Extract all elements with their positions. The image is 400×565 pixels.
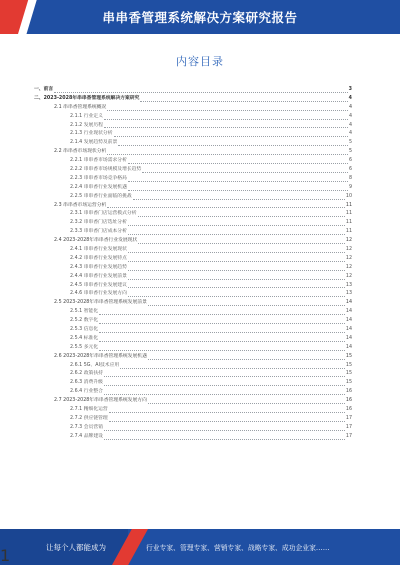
toc-entry-page: 15	[345, 353, 352, 359]
toc-entry[interactable]	[34, 210, 352, 219]
toc-dot-leader	[128, 190, 348, 191]
toc-entry-page: 12	[345, 247, 352, 253]
toc-entry-page: 5	[348, 140, 352, 146]
toc-entry[interactable]	[34, 157, 352, 166]
toc-entry[interactable]	[34, 148, 352, 157]
table-of-contents	[34, 86, 352, 442]
toc-dot-leader	[128, 261, 345, 262]
toc-entry-page: 4	[348, 122, 352, 128]
toc-entry-page: 8	[348, 175, 352, 181]
toc-dot-leader	[104, 394, 345, 395]
toc-entry[interactable]	[34, 130, 352, 139]
toc-entry[interactable]	[34, 139, 352, 148]
toc-entry-page: 4	[348, 113, 352, 119]
toc-entry-label: 2.3.3 串串香门店成本分析	[70, 229, 127, 235]
toc-entry[interactable]	[34, 175, 352, 184]
toc-entry-page: 17	[345, 415, 352, 421]
toc-entry-label: 2.2.2 串串香市场规模及增长趋势	[70, 167, 142, 172]
toc-entry-label: 2.7.1 精细化运营	[70, 407, 108, 413]
toc-entry-label: 2.2.4 串串香行业发展机遇	[70, 184, 127, 190]
toc-entry-page: 12	[345, 238, 352, 244]
footer-tagline: 行业专家、管理专家、营销专家、战略专家、成功企业家……	[146, 544, 330, 552]
toc-entry[interactable]	[34, 273, 352, 282]
document-title: 串串香管理系统解决方案研究报告	[102, 10, 298, 25]
toc-dot-leader	[138, 243, 345, 244]
toc-entry-label: 2.2.1 串串香市场需求分析	[70, 158, 127, 164]
toc-entry[interactable]	[34, 193, 352, 202]
toc-entry[interactable]	[34, 166, 352, 175]
toc-entry[interactable]	[34, 104, 352, 113]
toc-entry-page: 14	[345, 335, 352, 341]
toc-entry[interactable]	[34, 406, 352, 415]
toc-entry[interactable]	[34, 246, 352, 255]
toc-entry[interactable]	[34, 362, 352, 371]
toc-entry-page: 14	[345, 327, 352, 333]
toc-entry-page: 11	[345, 211, 352, 217]
toc-dot-leader	[148, 359, 345, 360]
toc-entry-page: 17	[345, 424, 352, 430]
toc-dot-leader	[104, 385, 345, 386]
toc-dot-leader	[148, 403, 345, 404]
toc-entry-label: 2.4.4 串串香行业发展前景	[70, 273, 127, 279]
toc-entry[interactable]	[34, 282, 352, 291]
toc-entry[interactable]	[34, 184, 352, 193]
toc-entry-label: 2.4 2023-2028年串串香行业发展现状	[54, 238, 138, 244]
toc-entry-label: 2.1.3 行业现状分析	[70, 131, 113, 137]
toc-entry[interactable]	[34, 415, 352, 424]
toc-entry-page: 4	[348, 104, 352, 110]
toc-entry-page: 15	[345, 371, 352, 377]
toc-entry-label: 2.4.5 串串香行业发展建议	[70, 282, 127, 288]
toc-entry-label: 2.5 2023-2028年串串香管理系统发展前景	[54, 300, 147, 306]
toc-entry-page: 5	[348, 149, 352, 155]
toc-entry-label: 2.7.4 品牌建设	[70, 433, 103, 439]
toc-dot-leader	[128, 287, 345, 288]
toc-entry-page: 12	[345, 264, 352, 270]
toc-dot-leader	[148, 305, 345, 306]
toc-entry[interactable]	[34, 113, 352, 122]
toc-entry-label: 2.3.1 串串香门店运营模式分析	[70, 211, 137, 217]
toc-entry-label: 2.5.1 智能化	[70, 309, 99, 315]
toc-entry-label: 2.2.3 串串香市场竞争格局	[70, 175, 127, 181]
toc-entry-page: 13	[345, 282, 352, 288]
toc-dot-leader	[104, 430, 345, 431]
toc-entry-label: 2.2 串串香市场现状分析	[54, 149, 107, 155]
toc-entry-label: 2.4.6 串串香行业发展方向	[70, 291, 127, 297]
toc-dot-leader	[104, 119, 348, 120]
toc-entry-label: 2.4.3 串串香行业发展趋势	[70, 264, 127, 270]
toc-dot-leader	[142, 172, 348, 173]
toc-dot-leader	[54, 92, 347, 93]
toc-entry-label: 2.6.2 政策扶持	[70, 371, 103, 377]
toc-entry-page: 4	[348, 131, 352, 137]
toc-dot-leader	[128, 181, 348, 182]
toc-entry-page: 12	[345, 255, 352, 261]
toc-entry[interactable]	[34, 317, 352, 326]
toc-entry-label: 二、2023-2028年串串香管理系统解决方案研究	[34, 95, 140, 101]
toc-entry-label: 2.5.4 标准化	[70, 335, 99, 341]
toc-entry-page: 11	[345, 220, 352, 226]
toc-dot-leader	[138, 216, 345, 217]
toc-entry[interactable]	[34, 219, 352, 228]
toc-entry-page: 16	[345, 398, 352, 404]
toc-entry-label: 2.5.5 多元化	[70, 344, 99, 350]
toc-entry-label: 2.6.4 行业整合	[70, 389, 103, 395]
toc-entry-label: 2.6.1 5G、AI技术应用	[70, 362, 120, 368]
toc-entry-label: 2.4.1 串串香行业发展现状	[70, 247, 127, 253]
toc-entry-label: 2.7.2 供应链管理	[70, 415, 108, 421]
toc-dot-leader	[128, 296, 345, 297]
toc-dot-leader	[107, 110, 348, 111]
toc-dot-leader	[114, 136, 348, 137]
toc-entry[interactable]	[34, 290, 352, 299]
toc-entry-label: 2.6.3 消费升级	[70, 380, 103, 386]
toc-entry-label: 2.2.5 串串香行业面临的挑战	[70, 193, 132, 199]
toc-entry[interactable]	[34, 264, 352, 273]
toc-entry-page: 15	[345, 362, 352, 368]
toc-dot-leader	[128, 225, 345, 226]
toc-entry-page: 14	[345, 318, 352, 324]
toc-entry[interactable]	[34, 326, 352, 335]
toc-entry-page: 3	[348, 86, 352, 92]
toc-entry-label: 2.3.2 串串香门店选址分析	[70, 220, 127, 226]
toc-entry[interactable]	[34, 122, 352, 131]
toc-entry[interactable]	[34, 237, 352, 246]
toc-dot-leader	[104, 127, 348, 128]
toc-dot-leader	[120, 368, 345, 369]
toc-entry[interactable]	[34, 424, 352, 433]
toc-entry-page: 14	[345, 300, 352, 306]
toc-dot-leader	[104, 439, 345, 440]
header-banner	[0, 0, 400, 34]
toc-entry-label: 2.1.4 发展趋势及前景	[70, 140, 118, 146]
toc-dot-leader	[128, 234, 345, 235]
toc-dot-leader	[109, 421, 345, 422]
toc-entry[interactable]	[34, 397, 352, 406]
toc-entry-page: 6	[348, 158, 352, 164]
toc-entry-page: 12	[345, 273, 352, 279]
toc-entry-page: 10	[345, 193, 352, 199]
toc-entry[interactable]	[34, 95, 352, 104]
toc-entry[interactable]	[34, 255, 352, 264]
toc-entry-page: 14	[345, 344, 352, 350]
toc-dot-leader	[99, 314, 345, 315]
toc-entry-label: 2.7 2023-2028年串串香管理系统发展方向	[54, 398, 147, 404]
toc-entry[interactable]	[34, 379, 352, 388]
toc-entry-label: 2.3 串串香市场运营分析	[54, 202, 107, 208]
toc-dot-leader	[128, 163, 348, 164]
footer-banner	[0, 529, 400, 565]
toc-entry[interactable]	[34, 344, 352, 353]
toc-dot-leader	[140, 101, 347, 102]
toc-entry-page: 15	[345, 380, 352, 386]
toc-entry[interactable]	[34, 433, 352, 442]
toc-entry-page: 11	[345, 202, 352, 208]
toc-entry[interactable]	[34, 228, 352, 237]
toc-dot-leader	[104, 376, 345, 377]
toc-entry-label: 2.7.3 会员营销	[70, 424, 103, 430]
toc-dot-leader	[99, 332, 345, 333]
toc-dot-leader	[109, 412, 345, 413]
toc-dot-leader	[128, 270, 345, 271]
toc-dot-leader	[99, 341, 345, 342]
toc-entry[interactable]	[34, 202, 352, 211]
toc-entry-page: 16	[345, 389, 352, 395]
toc-entry[interactable]	[34, 299, 352, 308]
toc-dot-leader	[107, 154, 348, 155]
toc-entry-label: 2.1.2 发展历程	[70, 122, 103, 128]
toc-entry-page: 16	[345, 407, 352, 413]
toc-dot-leader	[128, 252, 345, 253]
toc-entry-label: 2.6 2023-2028年串串香管理系统发展机遇	[54, 353, 147, 359]
toc-entry-page: 11	[345, 229, 352, 235]
toc-entry-page: 13	[345, 291, 352, 297]
toc-entry[interactable]	[34, 86, 352, 95]
toc-entry-label: 2.1 串串香管理系统概况	[54, 104, 107, 110]
toc-entry[interactable]	[34, 371, 352, 380]
toc-entry-page: 17	[345, 433, 352, 439]
toc-dot-leader	[118, 145, 348, 146]
toc-entry[interactable]	[34, 353, 352, 362]
toc-dot-leader	[99, 350, 345, 351]
toc-entry-page: 4	[348, 95, 352, 101]
footer-slogan: 让每个人都能成为	[46, 543, 106, 552]
toc-entry-label: 2.5.2 数字化	[70, 318, 99, 324]
toc-heading: 内容目录	[176, 55, 224, 68]
toc-entry[interactable]	[34, 388, 352, 397]
toc-entry-label: 2.5.3 信息化	[70, 327, 99, 333]
toc-dot-leader	[107, 207, 345, 208]
toc-entry-page: 14	[345, 309, 352, 315]
page-number: 1	[0, 546, 11, 565]
toc-dot-leader	[99, 323, 345, 324]
toc-entry[interactable]	[34, 308, 352, 317]
toc-entry-label: 2.4.2 串串香行业发展特点	[70, 255, 127, 261]
toc-entry-page: 9	[348, 184, 352, 190]
toc-entry-page: 6	[348, 167, 352, 172]
toc-dot-leader	[128, 279, 345, 280]
toc-dot-leader	[133, 199, 345, 200]
toc-entry-label: 一、前言	[34, 86, 54, 92]
toc-entry-label: 2.1.1 行业定义	[70, 113, 103, 119]
toc-entry[interactable]	[34, 335, 352, 344]
